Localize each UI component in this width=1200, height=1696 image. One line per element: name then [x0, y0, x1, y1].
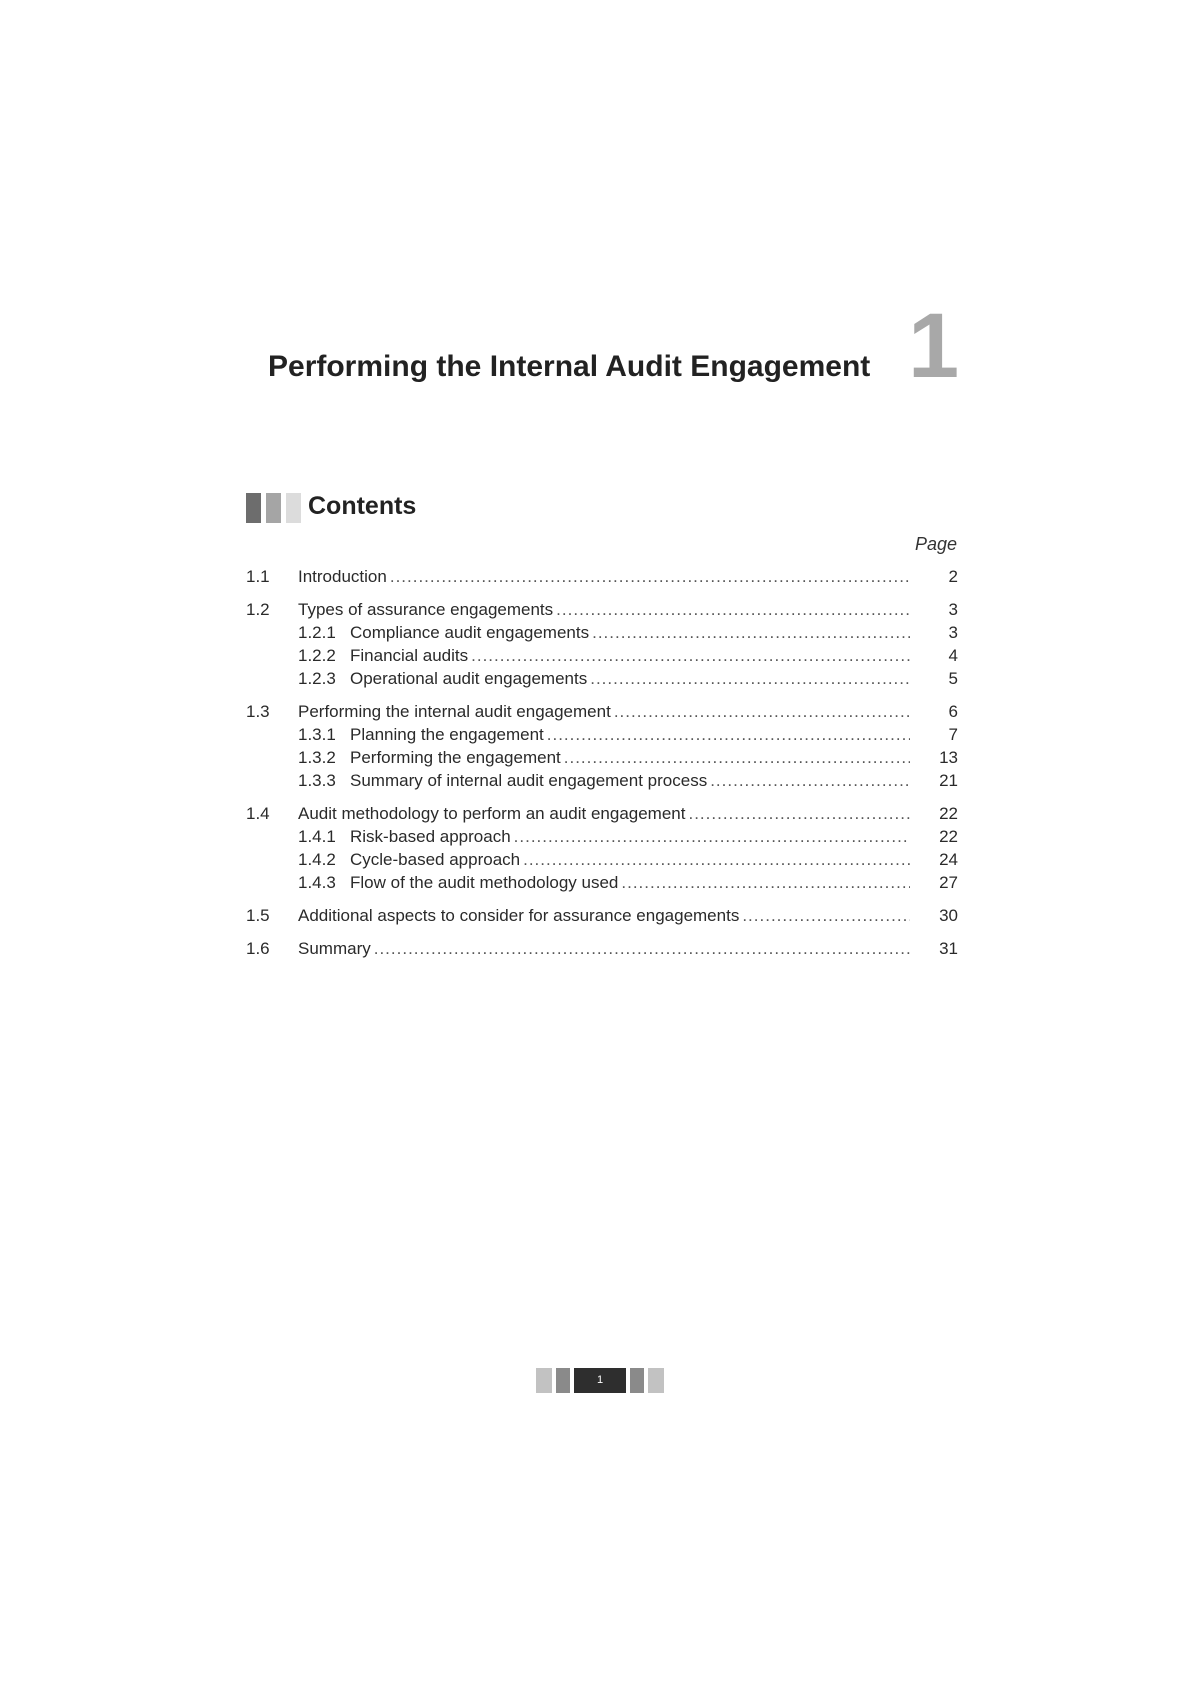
dot-leader — [514, 825, 910, 848]
footer-block — [648, 1368, 664, 1393]
toc-subentry[interactable] — [246, 871, 958, 894]
toc-entry-title: Introduction — [298, 567, 387, 586]
dot-leader — [621, 871, 910, 894]
toc-subentry[interactable] — [246, 746, 958, 769]
toc-entry-page: 22 — [939, 804, 958, 823]
toc-subentry[interactable] — [246, 667, 958, 690]
dot-leader — [710, 769, 910, 792]
toc-subentry-number: 1.4.1 — [298, 827, 336, 846]
page-footer — [536, 1368, 666, 1393]
toc-subentry-number: 1.4.2 — [298, 850, 336, 869]
toc-subentry[interactable] — [246, 644, 958, 667]
toc-subentry-number: 1.3.3 — [298, 771, 336, 790]
toc-entry-title: Performing the internal audit engagement — [298, 702, 611, 721]
toc-subentry-page: 5 — [948, 669, 958, 688]
toc-subentry-title: Summary of internal audit engagement process — [350, 771, 708, 790]
toc-subentry-title: Compliance audit engagements — [350, 623, 590, 642]
toc-entry[interactable] — [246, 565, 958, 588]
footer-block — [630, 1368, 644, 1393]
toc-subentry-title: Cycle-based approach — [350, 850, 521, 869]
toc-subentry-title: Risk-based approach — [350, 827, 511, 846]
table-of-contents — [246, 565, 958, 960]
toc-entry[interactable] — [246, 598, 958, 621]
toc-subentry[interactable] — [246, 769, 958, 792]
toc-subentry-title: Flow of the audit methodology used — [350, 873, 619, 892]
dot-leader — [374, 937, 910, 960]
toc-entry-number: 1.4 — [246, 804, 270, 823]
dot-leader — [523, 848, 910, 871]
toc-entry-page: 2 — [948, 567, 958, 586]
toc-entry-title: Audit methodology to perform an audit engagement — [298, 804, 686, 823]
page-column-label: Page — [914, 534, 957, 554]
footer-page-number: 1 — [574, 1368, 626, 1393]
toc-subentry[interactable] — [246, 848, 958, 871]
toc-entry-number: 1.3 — [246, 702, 270, 721]
toc-entry-number: 1.6 — [246, 939, 270, 958]
toc-subentry-page: 13 — [939, 748, 958, 767]
marker-block-mid — [266, 493, 281, 523]
toc-subentry-title: Performing the engagement — [350, 748, 561, 767]
toc-subentry-page: 21 — [939, 771, 958, 790]
toc-subentry-page: 4 — [948, 646, 958, 665]
chapter-title: Performing the Internal Audit Engagement — [268, 350, 871, 383]
toc-entry-page: 6 — [948, 702, 958, 721]
marker-block-light — [286, 493, 301, 523]
toc-subentry[interactable] — [246, 723, 958, 746]
dot-leader — [471, 644, 910, 667]
toc-subentry-page: 7 — [948, 725, 958, 744]
toc-entry-title: Summary — [298, 939, 371, 958]
toc-subentry-title: Planning the engagement — [350, 725, 544, 744]
toc-entry-title: Additional aspects to consider for assurance engagements — [298, 906, 740, 925]
dot-leader — [592, 621, 910, 644]
toc-subentry-page: 24 — [939, 850, 958, 869]
toc-subentry-number: 1.3.2 — [298, 748, 336, 767]
dot-leader — [556, 598, 910, 621]
chapter-number: 1 — [908, 295, 960, 397]
dot-leader — [564, 746, 910, 769]
toc-subentry-number: 1.2.1 — [298, 623, 336, 642]
toc-subentry-page: 27 — [939, 873, 958, 892]
toc-subentry-page: 22 — [939, 827, 958, 846]
toc-entry[interactable] — [246, 802, 958, 825]
toc-entry-page: 31 — [939, 939, 958, 958]
dot-leader — [547, 723, 910, 746]
toc-subentry[interactable] — [246, 621, 958, 644]
toc-entry-title: Types of assurance engagements — [298, 600, 554, 619]
toc-entry-number: 1.2 — [246, 600, 270, 619]
dot-leader — [390, 565, 910, 588]
dot-leader — [590, 667, 910, 690]
toc-subentry-title: Operational audit engagements — [350, 669, 588, 688]
toc-entry-number: 1.1 — [246, 567, 270, 586]
marker-block-dark — [246, 493, 261, 523]
footer-block — [556, 1368, 570, 1393]
dot-leader — [688, 802, 910, 825]
footer-block — [536, 1368, 552, 1393]
toc-subentry-page: 3 — [948, 623, 958, 642]
toc-subentry-number: 1.3.1 — [298, 725, 336, 744]
contents-heading: Contents — [308, 492, 417, 520]
toc-entry[interactable] — [246, 700, 958, 723]
toc-subentry[interactable] — [246, 825, 958, 848]
toc-entry[interactable] — [246, 937, 958, 960]
toc-entry[interactable] — [246, 904, 958, 927]
toc-subentry-number: 1.2.3 — [298, 669, 336, 688]
toc-subentry-title: Financial audits — [350, 646, 469, 665]
toc-entry-number: 1.5 — [246, 906, 270, 925]
dot-leader — [742, 904, 910, 927]
toc-entry-page: 3 — [948, 600, 958, 619]
toc-subentry-number: 1.2.2 — [298, 646, 336, 665]
contents-marker-blocks — [246, 493, 302, 523]
toc-subentry-number: 1.4.3 — [298, 873, 336, 892]
dot-leader — [614, 700, 910, 723]
toc-entry-page: 30 — [939, 906, 958, 925]
